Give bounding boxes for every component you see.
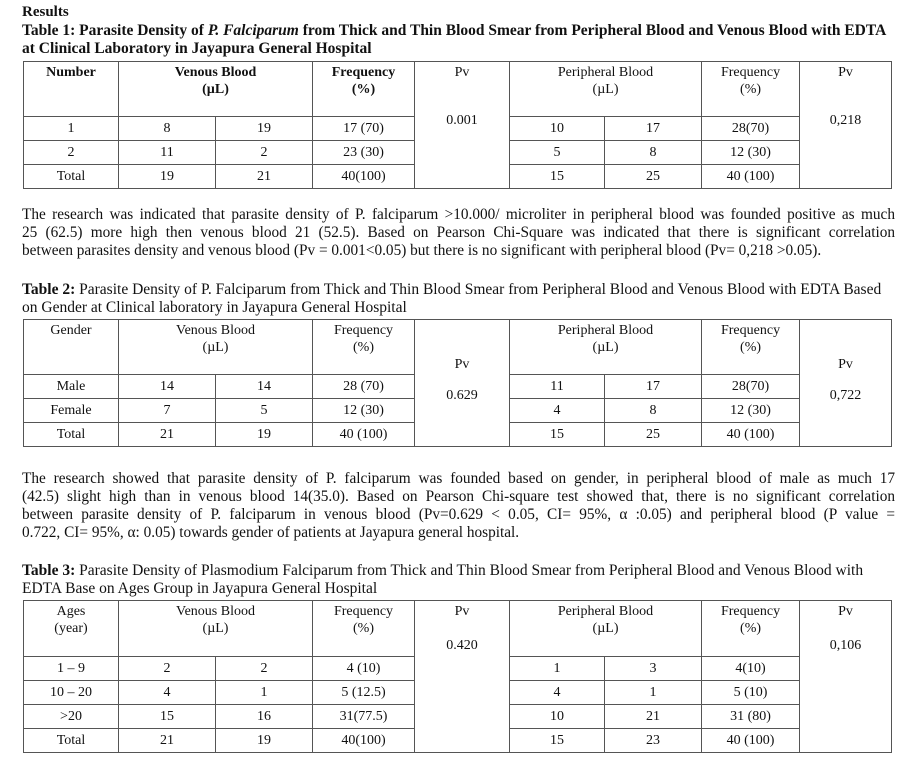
table-row: Total 21 19 40 (100) 15 25 40 (100) — [24, 423, 892, 447]
table1-header-venous: Venous Blood (µL) — [119, 62, 313, 117]
table1-pv2-value: 0,218 — [829, 113, 862, 128]
table3-header-freq1: Frequency (%) — [313, 601, 415, 657]
table2-header-venous: Venous Blood (µL) — [119, 320, 313, 375]
table-row: Total 19 21 40(100) 15 25 40 (100) — [24, 165, 892, 189]
table1-pv2-cell: Pv 0,218 — [800, 62, 892, 189]
table3-header-first: Ages (year) — [24, 601, 119, 657]
table3-pv2-value: 0,106 — [829, 638, 862, 653]
table2-pv2-cell: Pv 0,722 — [800, 320, 892, 447]
table1-pv1-cell: Pv 0.001 — [415, 62, 510, 189]
table1-pv1-value: 0.001 — [446, 113, 478, 128]
table-row: 1 – 9 2 2 4 (10) 1 3 4(10) — [24, 657, 892, 681]
table1-header-freq1: Frequency (%) — [313, 62, 415, 117]
table1-header-peripheral: Peripheral Blood (µL) — [510, 62, 702, 117]
paragraph-2: The research showed that parasite density of P. falciparum was founded based on gender, in peripheral blood of male as much 17 (42.5) slight high than in venous blood 14(35.0). Based on Pearson Chi-square test showed that, there is no significant correlation between parasite density of P. falciparum in venous blood (Pv=0.629 < 0.05, CI= 95%, α :0.05) and peripheral blood (P value = 0.722, CI= 95%, α: 0.05) towards gender of patients at Jayapura general hospital. — [22, 470, 895, 541]
table-row: 2 11 2 23 (30) 5 8 12 (30) — [24, 141, 892, 165]
table3-caption: Table 3: Parasite Density of Plasmodium Falciparum from Thick and Thin Blood Smear from Peripheral Blood and Venous Blood with EDTA Base on Ages Group in Jayapura General Hospital — [22, 562, 864, 597]
table2-header-freq2: Frequency (%) — [702, 320, 800, 375]
table2-pv1-value: 0.629 — [446, 388, 478, 403]
table3-pv1-value: 0.420 — [446, 638, 478, 653]
table-row: Female 7 5 12 (30) 4 8 12 (30) — [24, 399, 892, 423]
results-heading: Results — [22, 4, 69, 20]
table-row: 1 8 19 17 (70) 10 17 28(70) — [24, 117, 892, 141]
table-row: Male 14 14 28 (70) 11 17 28(70) — [24, 375, 892, 399]
table3-pv1-cell: Pv 0.420 — [415, 601, 510, 753]
table-row: Total 21 19 40(100) 15 23 40 (100) — [24, 729, 892, 753]
table1-header-freq2: Frequency (%) — [702, 62, 800, 117]
table2-header-peripheral: Peripheral Blood (µL) — [510, 320, 702, 375]
table1-header-first: Number — [24, 62, 119, 117]
table2-header-freq1: Frequency (%) — [313, 320, 415, 375]
table2-header-row — [24, 320, 892, 375]
table3-header-freq2: Frequency (%) — [702, 601, 800, 657]
table1 — [23, 61, 892, 189]
table3-pv2-cell: Pv 0,106 — [800, 601, 892, 753]
table3 — [23, 600, 892, 753]
table3-header-venous: Venous Blood (µL) — [119, 601, 313, 657]
table2-pv1-cell: Pv 0.629 — [415, 320, 510, 447]
table-row: 10 – 20 4 1 5 (12.5) 4 1 5 (10) — [24, 681, 892, 705]
table3-header-row — [24, 601, 892, 657]
table2 — [23, 319, 892, 447]
table2-caption: Table 2: Parasite Density of P. Falciparum from Thick and Thin Blood Smear from Peripheral Blood and Venous Blood with EDTA Based on Gender at Clinical laboratory in Jayapura General Hospital — [22, 281, 882, 316]
table3-header-peripheral: Peripheral Blood (µL) — [510, 601, 702, 657]
table1-caption: Table 1: Parasite Density of P. Falciparum from Thick and Thin Blood Smear from Peripheral Blood and Venous Blood with EDTA at Clinical Laboratory in Jayapura General Hospital — [22, 22, 886, 57]
paragraph-1: The research was indicated that parasite density of P. falciparum >10.000/ microliter in peripheral blood was founded positive as much 25 (62.5) more high then venous blood 21 (52.5). Based on Pearson Chi-Square was indicated that there is significant correlation between parasites density and venous blood (Pv = 0.001<0.05) but there is no significant with peripheral blood (Pv= 0,218 >0.05). — [22, 206, 895, 259]
table2-header-first: Gender — [24, 320, 119, 375]
table1-header-row — [24, 62, 892, 117]
table-row: >20 15 16 31(77.5) 10 21 31 (80) — [24, 705, 892, 729]
table2-pv2-value: 0,722 — [829, 388, 862, 403]
